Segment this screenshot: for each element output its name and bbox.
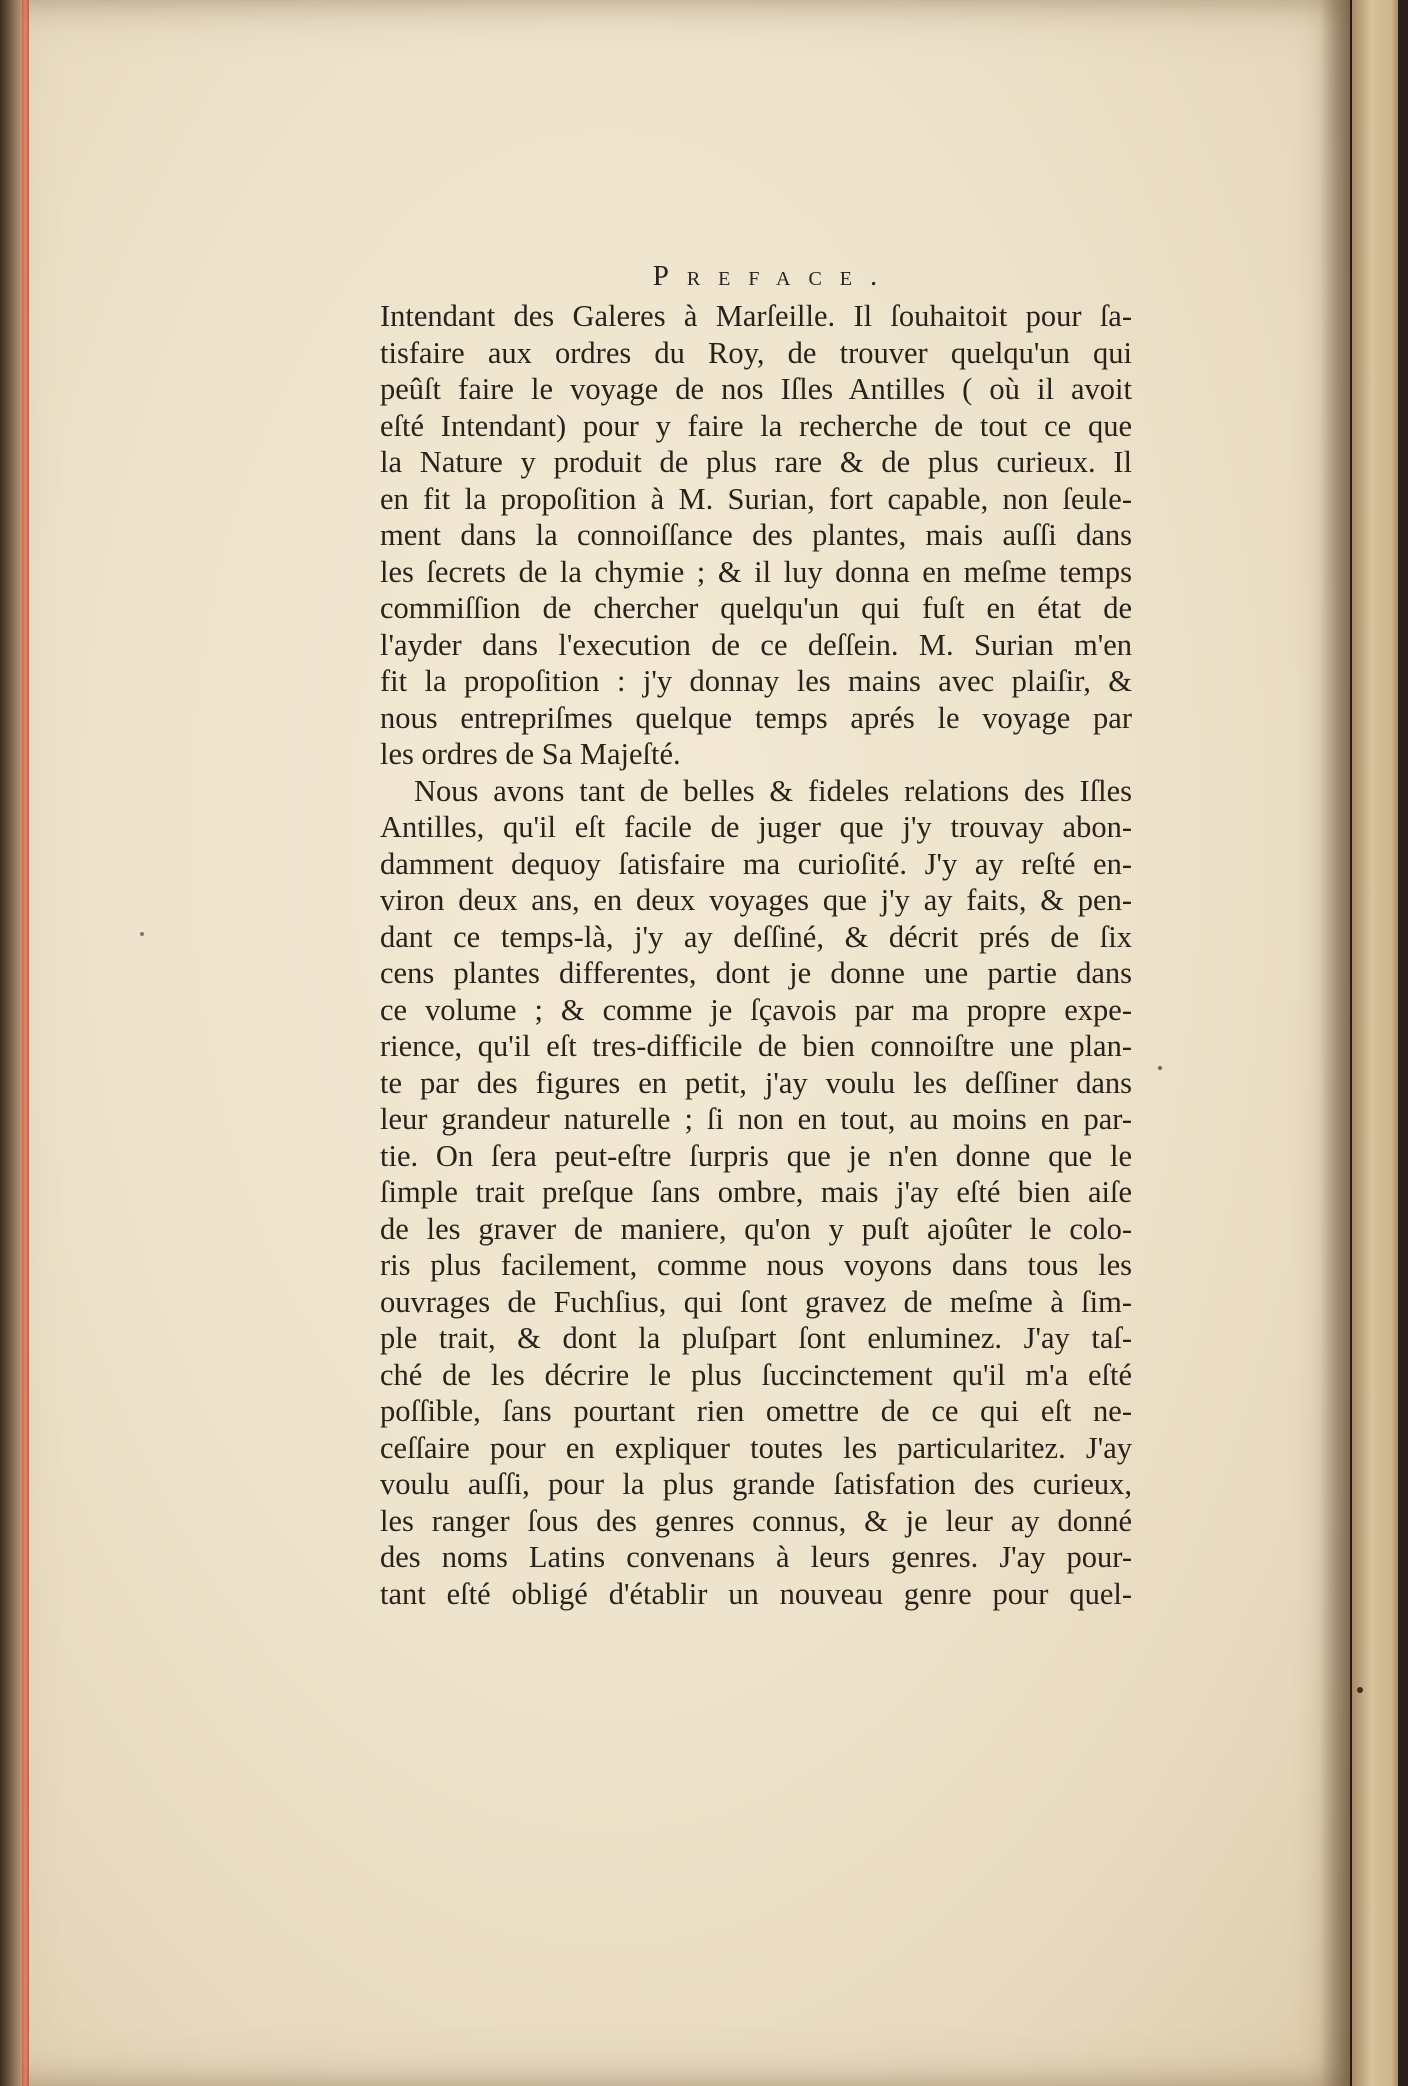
text-line: poſſible, ſans pourtant rien omettre de ce qui eſt ne- <box>380 1394 1132 1428</box>
page-text-block <box>380 258 1132 1612</box>
text-line: de les graver de maniere, qu'on y puſt ajoûter le colo- <box>380 1211 1132 1246</box>
ink-speck <box>1158 1066 1162 1070</box>
page-gutter-shadow <box>1320 0 1352 2086</box>
text-line: peûſt faire le voyage de nos Iſles Antilles ( où il avoit <box>380 372 1132 406</box>
book-cover-edge <box>1398 0 1408 2086</box>
text-line: les ranger ſous des genres connus, & je leur ay donné <box>380 1503 1132 1538</box>
ink-speck <box>140 932 144 936</box>
text-line: nous entrepriſmes quelque temps aprés le voyage par <box>380 700 1132 735</box>
text-line: ceſſaire pour en expliquer toutes les particularitez. J'ay <box>380 1430 1132 1465</box>
text-line: commiſſion de chercher quelqu'un qui fuſt en état de <box>380 591 1132 625</box>
text-line: rience, qu'il eſt tres-difficile de bien connoiſtre une plan- <box>380 1029 1132 1063</box>
text-line: viron deux ans, en deux voyages que j'y ay faits, & pen- <box>380 883 1132 917</box>
text-line: l'ayder dans l'execution de ce deſſein. M. Surian m'en <box>380 627 1132 662</box>
text-line: ché de les décrire le plus ſuccinctement qu'il m'a eſté <box>380 1357 1132 1392</box>
text-line: fit la propoſition : j'y donnay les mains avec plaiſir, & <box>380 664 1132 698</box>
text-line: eſté Intendant) pour y faire la recherche de tout ce que <box>380 408 1132 443</box>
text-line: damment dequoy ſatisfaire ma curioſité. J'y ay reſté en- <box>380 846 1132 881</box>
text-line: ce volume ; & comme je ſçavois par ma propre expe- <box>380 992 1132 1027</box>
text-line: tie. On ſera peut-eſtre ſurpris que je n'en donne que le <box>380 1138 1132 1173</box>
text-line: te par des figures en petit, j'ay voulu les deſſiner dans <box>380 1065 1132 1100</box>
text-line: ſimple trait preſque ſans ombre, mais j'ay eſté bien aiſe <box>380 1175 1132 1209</box>
text-line: en fit la propoſition à M. Surian, fort capable, non ſeule- <box>380 481 1132 516</box>
text-line: ouvrages de Fuchſius, qui ſont gravez de meſme à ſim- <box>380 1284 1132 1319</box>
text-line: ment dans la connoiſſance des plantes, mais auſſi dans <box>380 518 1132 552</box>
text-line: des noms Latins convenans à leurs genres. J'ay pour- <box>380 1540 1132 1574</box>
page-left-edge-shadow <box>0 0 22 2086</box>
text-line: Antilles, qu'il eſt facile de juger que j'y trouvay abon- <box>380 810 1132 844</box>
text-line: les ordres de Sa Majeſté. <box>380 737 681 771</box>
text-line: ple trait, & dont la pluſpart ſont enluminez. J'ay taſ- <box>380 1321 1132 1355</box>
text-line: voulu auſſi, pour la plus grande ſatisfation des curieux, <box>380 1467 1132 1501</box>
ink-speck <box>1357 1687 1363 1693</box>
text-line: Nous avons tant de belles & fideles relations des Iſles <box>414 773 1132 808</box>
text-line: dant ce temps-là, j'y ay deſſiné, & décrit prés de ſix <box>380 919 1132 954</box>
text-line: la Nature y produit de plus rare & de plus curieux. Il <box>380 445 1132 479</box>
text-line: ris plus facilement, comme nous voyons dans tous les <box>380 1248 1132 1282</box>
running-head: Preface. <box>652 260 896 292</box>
text-line: Intendant des Galeres à Marſeille. Il ſouhaitoit pour ſa- <box>380 299 1132 333</box>
text-line: tant eſté obligé d'établir un nouveau genre pour quel- <box>380 1576 1132 1611</box>
text-line: leur grandeur naturelle ; ſi non en tout, au moins en par- <box>380 1102 1132 1136</box>
text-line: tisfaire aux ordres du Roy, de trouver quelqu'un qui <box>380 335 1132 370</box>
text-lines <box>380 298 1132 1612</box>
text-line: les ſecrets de la chymie ; & il luy donna en meſme temps <box>380 554 1132 589</box>
page-red-edge <box>22 0 29 2086</box>
text-line: cens plantes differentes, dont je donne une partie dans <box>380 956 1132 990</box>
